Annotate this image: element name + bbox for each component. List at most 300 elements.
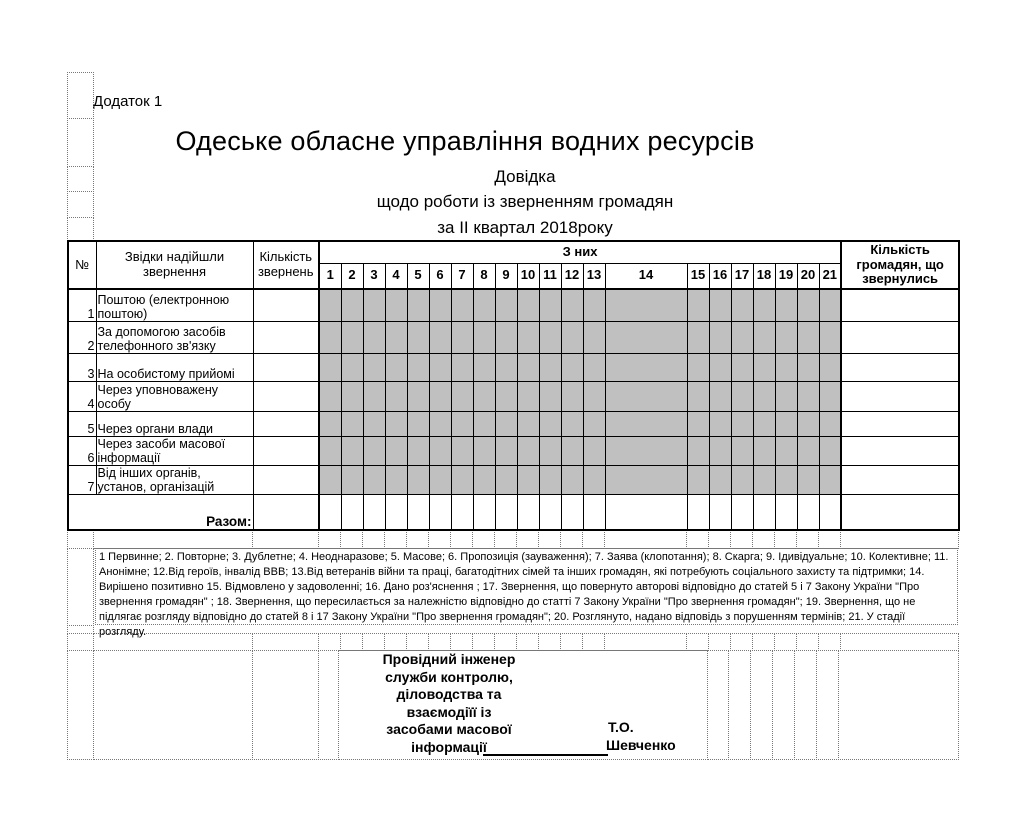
category-cell [709,289,731,321]
category-cell [429,411,451,436]
category-cell [753,289,775,321]
category-cell [319,436,341,465]
category-cell [539,494,561,530]
category-cell [341,381,363,411]
col-header-category-15: 15 [687,263,709,289]
category-cell [583,381,605,411]
category-cell [731,436,753,465]
row-label-cell: На особистому прийомі [96,353,253,381]
row-number-cell: 5 [68,411,96,436]
grid-cell [774,530,797,549]
grid-cell [384,633,407,651]
footnote: 1 Первинне; 2. Повторне; 3. Дублетне; 4. Неоднаразове; 5. Масове; 6. Пропозиція (зауваження); 7. Заява (клопотання); 8. Скарга; 9. Ідивідуальне; 10. Колективне; 11. Анонімне; 12.Від героїв, інвалід ВВВ; 13.Від ветеранів війни та праці, багатодітних сімей та інших громадян, які потребують соціального захисту та підтримки; 14. Вирішено позитивно 15. Відмовлено у задоволенні; 16. Дано роз'яснення ; 17. Звернення, що повернуто авторові відповідно до статей 5 і 7 Закону України "Про звернення громадян" ; 18. Звернення, що пересилається за належністю відповідно до статті 7 Закону України "Про звернення громадян"; 19. Звернення, що не підлягає розгляду відповідно до статей 8 і 17 Закону України "Про звернення громадян"; 20. Розглянуто, надано відповідь з порушенням термінів; 21. У стадії розгляду. [95,548,958,625]
col-header-source: Звідки надійшли звернення [96,241,253,289]
category-cell [605,289,687,321]
category-cell [561,353,583,381]
citizens-cell [841,465,959,494]
category-cell [561,381,583,411]
table-row [68,321,959,353]
category-cell [775,465,797,494]
category-cell [429,494,451,530]
signature-title-line: засобами масової [386,721,512,738]
col-header-category-6: 6 [429,263,451,289]
category-cell [363,381,385,411]
citizens-cell [841,289,959,321]
row-label-cell: Поштою (електронною поштою) [96,289,253,321]
category-cell [583,494,605,530]
col-header-category-5: 5 [407,263,429,289]
citizens-cell [841,353,959,381]
category-cell [451,465,473,494]
grid-cell [93,650,253,760]
count-cell [253,494,319,530]
citizens-cell [841,436,959,465]
grid-cell [686,530,709,549]
category-cell [517,436,539,465]
col-header-category-17: 17 [731,263,753,289]
col-header-category-13: 13 [583,263,605,289]
col-header-category-10: 10 [517,263,539,289]
col-header-category-3: 3 [363,263,385,289]
grid-cell [67,650,94,760]
category-cell [319,321,341,353]
grid-cell [252,530,319,549]
signature-title-line: взаємодіїї із [406,703,492,720]
category-cell [451,289,473,321]
grid-cell [708,633,731,651]
signature-initials: Т.О. [608,719,634,735]
category-cell [819,289,841,321]
grid-cell [93,530,253,549]
category-cell [407,381,429,411]
col-header-category-9: 9 [495,263,517,289]
category-cell [451,411,473,436]
category-cell [341,289,363,321]
page-title: Одеське обласне управління водних ресурсів [175,126,755,156]
category-cell [753,436,775,465]
col-header-num: № [68,241,96,289]
category-cell [451,381,473,411]
row-label-cell: Через засоби масової інформації [96,436,253,465]
category-cell [709,353,731,381]
category-cell [473,353,495,381]
category-cell [605,494,687,530]
category-cell [451,353,473,381]
grid-cell [750,650,773,760]
row-label-cell: Від інших органів, установ, організацій [96,465,253,494]
grid-cell [818,633,841,651]
grid-cell [472,633,495,651]
grid-cell [686,633,709,651]
grid-cell [406,530,429,549]
category-cell [709,465,731,494]
grid-cell [428,530,451,549]
category-cell [605,411,687,436]
category-cell [407,353,429,381]
grid-cell [406,633,429,651]
grid-cell [796,530,819,549]
category-cell [451,494,473,530]
category-cell [561,494,583,530]
row-number-cell: 2 [68,321,96,353]
category-cell [687,411,709,436]
category-cell [341,494,363,530]
grid-cell [604,530,687,549]
category-cell [583,436,605,465]
table-row [68,411,959,436]
category-cell [517,381,539,411]
category-cell [775,381,797,411]
signature-title-line: діловодства та [396,686,502,703]
category-cell [495,289,517,321]
signature-title-line: Провідний інженер [382,651,516,667]
category-cell [363,494,385,530]
category-cell [363,411,385,436]
category-cell [363,353,385,381]
category-cell [341,353,363,381]
category-cell [583,411,605,436]
category-cell [775,289,797,321]
grid-cell [252,633,319,651]
count-cell [253,465,319,494]
grid-cell [818,530,841,549]
category-cell [407,321,429,353]
grid-cell [340,633,363,651]
category-cell [319,411,341,436]
category-cell [819,381,841,411]
col-header-citizens: Кількість громадян, що звернулись [841,241,959,289]
category-cell [341,321,363,353]
category-cell [473,494,495,530]
category-cell [709,321,731,353]
category-cell [731,289,753,321]
col-header-category-12: 12 [561,263,583,289]
grid-cell [362,530,385,549]
category-cell [385,321,407,353]
grid-cell [318,650,339,760]
row-label-cell: Через уповноважену особу [96,381,253,411]
grid-cell [450,633,473,651]
appeals-table-container [67,240,960,531]
grid-cell [67,633,94,651]
category-cell [473,436,495,465]
col-header-category-1: 1 [319,263,341,289]
grid-cell [582,633,605,651]
category-cell [687,353,709,381]
category-cell [495,381,517,411]
category-cell [731,494,753,530]
category-cell [687,321,709,353]
category-cell [451,321,473,353]
row-number-cell: 6 [68,436,96,465]
grid-cell [494,633,517,651]
category-cell [819,494,841,530]
col-header-category-7: 7 [451,263,473,289]
grid-cell [252,650,319,760]
category-cell [753,465,775,494]
col-header-category-2: 2 [341,263,363,289]
citizens-cell [841,321,959,353]
category-cell [473,411,495,436]
grid-cell [774,633,797,651]
category-cell [605,381,687,411]
category-cell [363,289,385,321]
category-cell [605,436,687,465]
col-header-category-16: 16 [709,263,731,289]
category-cell [539,436,561,465]
grid-cell [318,530,341,549]
count-cell [253,436,319,465]
grid-cell [67,118,94,167]
category-cell [517,321,539,353]
grid-cell [794,650,817,760]
category-cell [319,289,341,321]
category-cell [407,411,429,436]
category-cell [539,411,561,436]
category-cell [319,494,341,530]
category-cell [709,411,731,436]
table-row [68,436,959,465]
category-cell [473,381,495,411]
category-cell [687,436,709,465]
category-cell [731,411,753,436]
category-cell [429,436,451,465]
category-cell [709,436,731,465]
grid-cell [730,530,753,549]
row-number-cell: 7 [68,465,96,494]
citizens-cell [841,381,959,411]
grid-cell [67,72,94,119]
category-cell [363,321,385,353]
category-cell [429,289,451,321]
grid-cell [472,530,495,549]
category-cell [775,321,797,353]
grid-cell [538,530,561,549]
category-cell [407,465,429,494]
count-cell [253,381,319,411]
grid-cell [728,650,751,760]
category-cell [797,494,819,530]
col-header-category-11: 11 [539,263,561,289]
grid-cell [318,633,341,651]
category-cell [583,465,605,494]
count-cell [253,289,319,321]
table-row [68,289,959,321]
category-cell [797,353,819,381]
citizens-cell [841,494,959,530]
category-cell [819,465,841,494]
category-cell [407,436,429,465]
category-cell [539,465,561,494]
category-cell [731,381,753,411]
category-cell [429,381,451,411]
category-cell [385,436,407,465]
category-cell [341,411,363,436]
grid-cell [340,530,363,549]
col-header-of-them: З них [319,241,841,263]
category-cell [341,436,363,465]
category-cell [797,411,819,436]
category-cell [363,436,385,465]
grid-cell [516,633,539,651]
col-header-category-8: 8 [473,263,495,289]
grid-cell [450,530,473,549]
category-cell [539,321,561,353]
category-cell [819,353,841,381]
category-cell [561,289,583,321]
category-cell [797,381,819,411]
total-label-cell: Разом: [68,494,253,530]
col-header-category-21: 21 [819,263,841,289]
category-cell [775,353,797,381]
category-cell [819,321,841,353]
grid-cell [67,217,94,241]
category-cell [819,411,841,436]
category-cell [407,494,429,530]
grid-cell [384,530,407,549]
category-cell [583,353,605,381]
category-cell [495,494,517,530]
total-row [68,494,959,530]
grid-cell [840,530,959,549]
category-cell [341,465,363,494]
category-cell [385,381,407,411]
col-header-category-4: 4 [385,263,407,289]
category-cell [687,289,709,321]
category-cell [797,289,819,321]
category-cell [775,411,797,436]
category-cell [517,411,539,436]
category-cell [709,494,731,530]
category-cell [495,436,517,465]
category-cell [319,353,341,381]
category-cell [385,411,407,436]
category-cell [797,321,819,353]
category-cell [731,321,753,353]
grid-cell [67,548,94,626]
category-cell [495,353,517,381]
grid-cell [796,633,819,651]
category-cell [561,411,583,436]
grid-cell [560,633,583,651]
grid-cell [752,530,775,549]
category-cell [561,436,583,465]
category-cell [429,353,451,381]
col-header-count: Кількість звернень [253,241,319,289]
col-header-category-14: 14 [605,263,687,289]
signature-surname: Шевченко [606,737,676,753]
col-header-category-20: 20 [797,263,819,289]
category-cell [517,289,539,321]
category-cell [319,381,341,411]
category-cell [753,494,775,530]
category-cell [583,289,605,321]
category-cell [753,321,775,353]
grid-cell [752,633,775,651]
category-cell [561,465,583,494]
appendix-label: Додаток 1 [93,93,163,110]
grid-cell [772,650,795,760]
category-cell [753,353,775,381]
table-row [68,381,959,411]
category-cell [753,381,775,411]
category-cell [473,289,495,321]
row-number-cell: 3 [68,353,96,381]
category-cell [495,465,517,494]
grid-cell [816,650,839,760]
grid-cell [707,650,729,760]
grid-cell [838,650,959,760]
category-cell [539,381,561,411]
category-cell [605,465,687,494]
col-header-category-19: 19 [775,263,797,289]
subtitle-dovidka: Довідка [494,167,556,186]
row-number-cell: 4 [68,381,96,411]
col-header-category-18: 18 [753,263,775,289]
citizens-cell [841,411,959,436]
category-cell [583,321,605,353]
category-cell [797,465,819,494]
category-cell [753,411,775,436]
grid-cell [428,633,451,651]
category-cell [429,321,451,353]
category-cell [385,353,407,381]
category-cell [561,321,583,353]
grid-cell [494,530,517,549]
grid-cell [538,633,561,651]
category-cell [517,465,539,494]
category-cell [539,289,561,321]
grid-cell [67,166,94,192]
category-cell [429,465,451,494]
category-cell [495,321,517,353]
signature-line [483,738,608,756]
category-cell [709,381,731,411]
category-cell [731,465,753,494]
count-cell [253,321,319,353]
category-cell [517,494,539,530]
row-label-cell: Через органи влади [96,411,253,436]
grid-cell [582,530,605,549]
appeals-table [67,240,960,531]
category-cell [687,465,709,494]
category-cell [385,494,407,530]
category-cell [687,381,709,411]
category-cell [363,465,385,494]
category-cell [385,289,407,321]
category-cell [407,289,429,321]
category-cell [473,321,495,353]
category-cell [517,353,539,381]
category-cell [319,465,341,494]
count-cell [253,411,319,436]
category-cell [775,436,797,465]
category-cell [473,465,495,494]
count-cell [253,353,319,381]
grid-cell [67,530,94,549]
grid-cell [708,530,731,549]
category-cell [495,411,517,436]
signature-title-line: служби контролю, [385,668,513,685]
subtitle-scope: щодо роботи із зверненням громадян [376,192,674,211]
category-cell [819,436,841,465]
category-cell [731,353,753,381]
grid-cell [604,633,687,651]
row-number-cell: 1 [68,289,96,321]
grid-cell [516,530,539,549]
grid-cell [67,191,94,218]
table-row [68,465,959,494]
